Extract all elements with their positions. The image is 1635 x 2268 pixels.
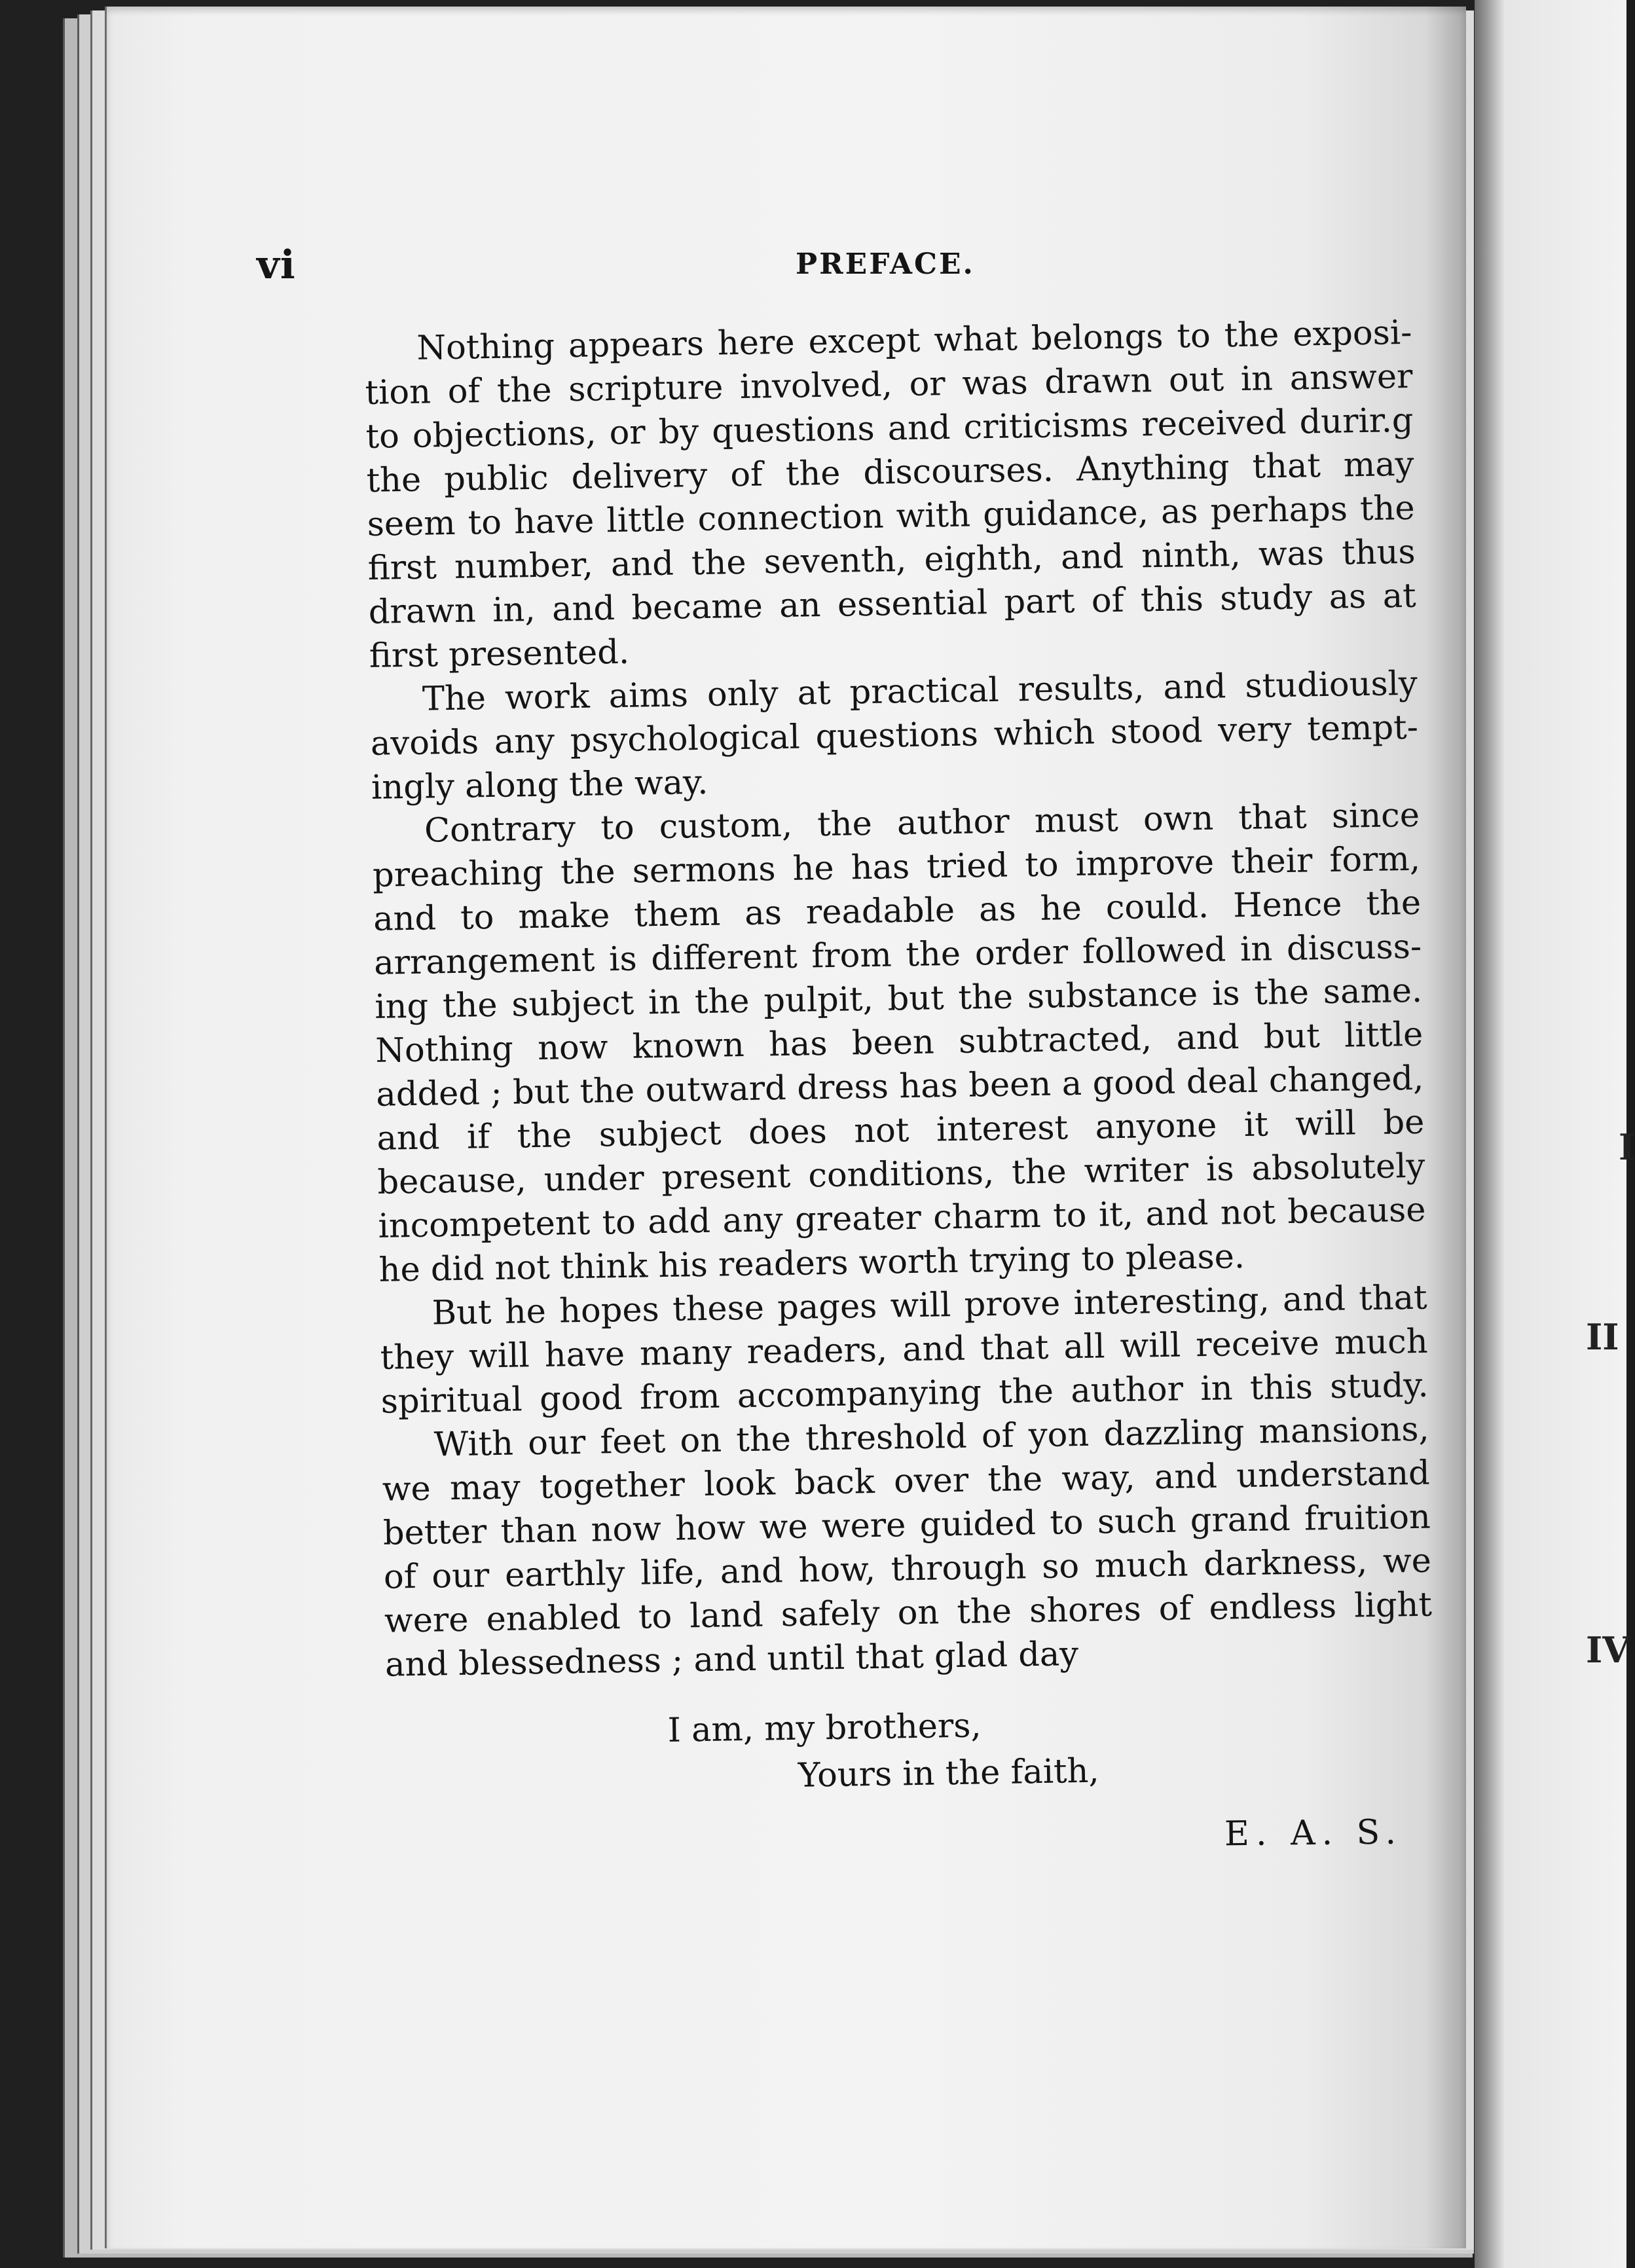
text-line: Contrary to custom, the author must own that since	[424, 796, 1420, 850]
text-line: to objections, or by questions and criticisms received durir.g	[365, 401, 1414, 456]
text-line: seem to have little connection with guidance, as perhaps the	[367, 488, 1416, 544]
text-line: and if the subject does not interest anyone it will be	[377, 1103, 1425, 1158]
text-line: we may together look back over the way, and understand	[382, 1454, 1431, 1509]
adjacent-page-strip	[1475, 0, 1635, 2268]
text-line: incompetent to add any greater charm to it, and not because	[378, 1190, 1426, 1246]
text-line: preaching the sermons he has tried to improve their form,	[372, 839, 1421, 895]
running-title: PREFACE.	[796, 247, 975, 281]
text-line: tion of the scripture involved, or was drawn out in answer	[365, 357, 1413, 412]
text-line: But he hopes these pages will prove interesting, and that	[432, 1278, 1427, 1333]
salutation: I am, my brothers,	[667, 1706, 982, 1750]
author-initials: E. A. S.	[1224, 1812, 1403, 1854]
text-line: the public delivery of the discourses. Anything that may	[366, 445, 1414, 500]
valediction: Yours in the faith,	[798, 1751, 1100, 1795]
text-line: arrangement is different from the order followed in discuss-	[373, 927, 1422, 983]
text-line: they will have many readers, and that all will receive much	[380, 1322, 1428, 1378]
text-line: With our feet on the threshold of yon dazzling mansions,	[433, 1410, 1430, 1465]
text-line: were enabled to land safely on the shores of endless light	[384, 1585, 1433, 1641]
text-line: drawn in, and became an essential part of this study as at	[368, 576, 1417, 632]
text-line: and to make them as readable as he could. Hence the	[373, 883, 1422, 939]
page-number: vi	[257, 242, 296, 288]
adjacent-page-mark: I	[1619, 1126, 1635, 1168]
text-line: of our earthly life, and how, through so much darkness, we	[383, 1541, 1432, 1597]
text-line: Nothing now known has been subtracted, and but little	[375, 1015, 1424, 1070]
text-line: because, under present conditions, the writer is absolutely	[377, 1146, 1425, 1202]
text-line: spiritual good from accompanying the author in this study.	[380, 1366, 1429, 1421]
text-line: avoids any psychological questions which stood very tempt-	[370, 708, 1419, 763]
text-line: The work aims only at practical results, and studiously	[422, 664, 1418, 719]
text-line: added ; but the outward dress has been a good deal changed,	[375, 1059, 1424, 1114]
adjacent-page-mark: II	[1586, 1316, 1619, 1358]
text-line: ing the subject in the pulpit, but the substance is the same.	[374, 971, 1423, 1027]
text-line: and blessedness ; and until that glad day	[384, 1635, 1079, 1685]
text-line: better than now how we were guided to such grand fruition	[382, 1497, 1431, 1553]
text-line: ingly along the way.	[371, 763, 708, 807]
text-line: Nothing appears here except what belongs to the exposi-	[416, 313, 1412, 368]
preface-body	[364, 311, 1433, 1795]
adjacent-page-mark: IV	[1586, 1629, 1630, 1671]
text-line: first number, and the seventh, eighth, and ninth, was thus	[367, 532, 1416, 588]
text-line: he did not think his readers worth trying to please.	[378, 1237, 1245, 1290]
text-line: first presented.	[369, 632, 630, 676]
